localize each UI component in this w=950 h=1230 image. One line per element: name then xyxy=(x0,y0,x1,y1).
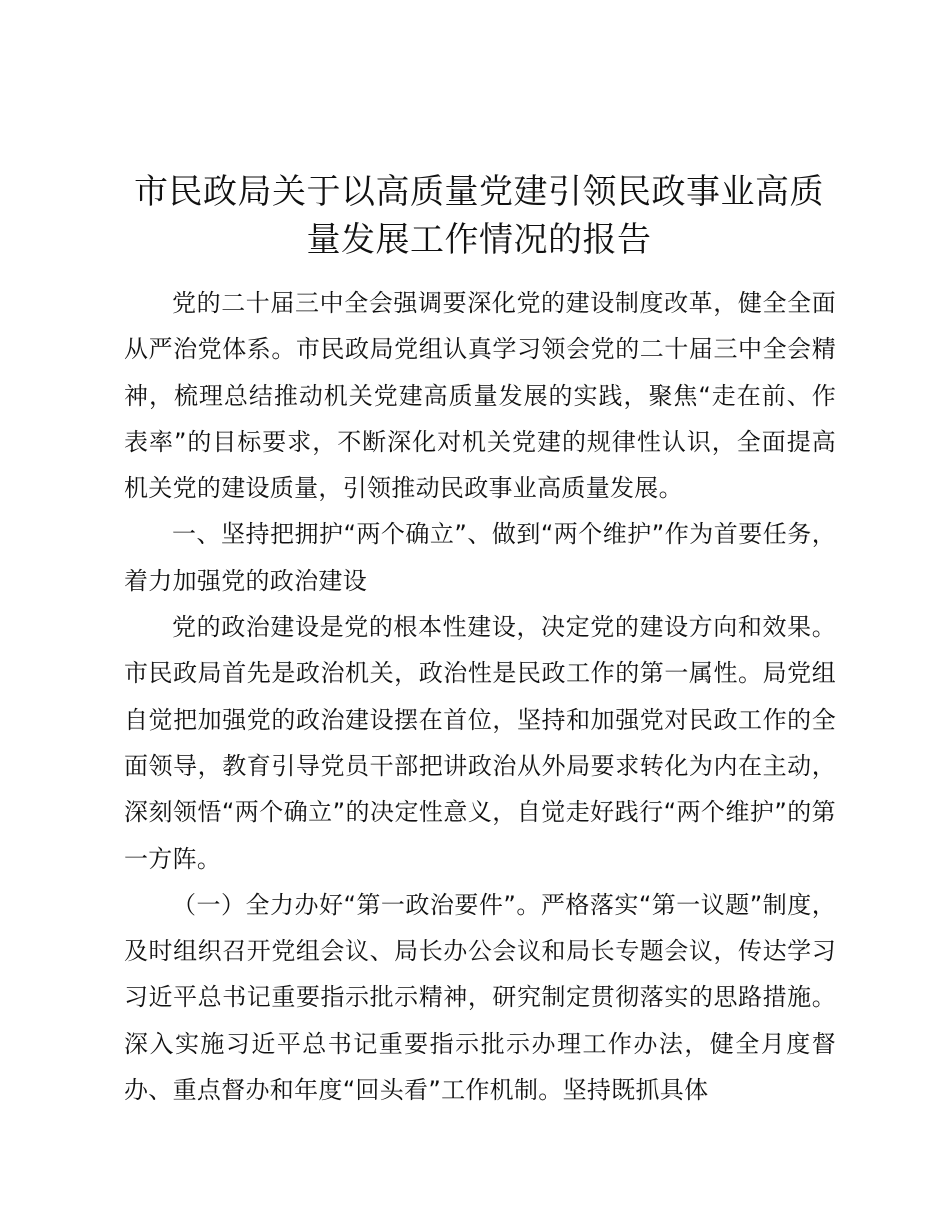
document-title: 市民政局关于以高质量党建引领民政事业高质量发展工作情况的报告 xyxy=(134,172,824,260)
intro-paragraph: 党的二十届三中全会强调要深化党的建设制度改革，健全全面从严治党体系。市民政局党组认真学习领会党的二十届三中全会精神，梳理总结推动机关党建高质量发展的实践，聚焦“走在前、作表率”的目标要求，不断深化对机关党建的规律性认识，全面提高机关党的建设质量，引领推动民政事业高质量发展。 xyxy=(124,289,836,503)
section-heading-1: 一、坚持把拥护“两个确立”、做到“两个维护”作为首要任务，着力加强党的政治建设 xyxy=(124,520,836,595)
subsection-1-paragraph: （一）全力办好“第一政治要件”。严格落实“第一议题”制度，及时组织召开党组会议、局长办公会议和局长专题会议，传达学习习近平总书记重要指示批示精神，研究制定贯彻落实的思路措施。深入实施习近平总书记重要指示批示办理工作办法，健全月度督办、重点督办和年度“回头看”工作机制。坚持既抓具体 xyxy=(124,890,836,1105)
document-body xyxy=(124,280,836,1113)
section-1-paragraph: 党的政治建设是党的根本性建设，决定党的建设方向和效果。市民政局首先是政治机关，政治性是民政工作的第一属性。局党组自觉把加强党的政治建设摆在首位，坚持和加强党对民政工作的全面领导，教育引导党员干部把讲政治从外局要求转化为内在主动，深刻领悟“两个确立”的决定性意义，自觉走好践行“两个维护”的第一方阵。 xyxy=(124,613,836,873)
